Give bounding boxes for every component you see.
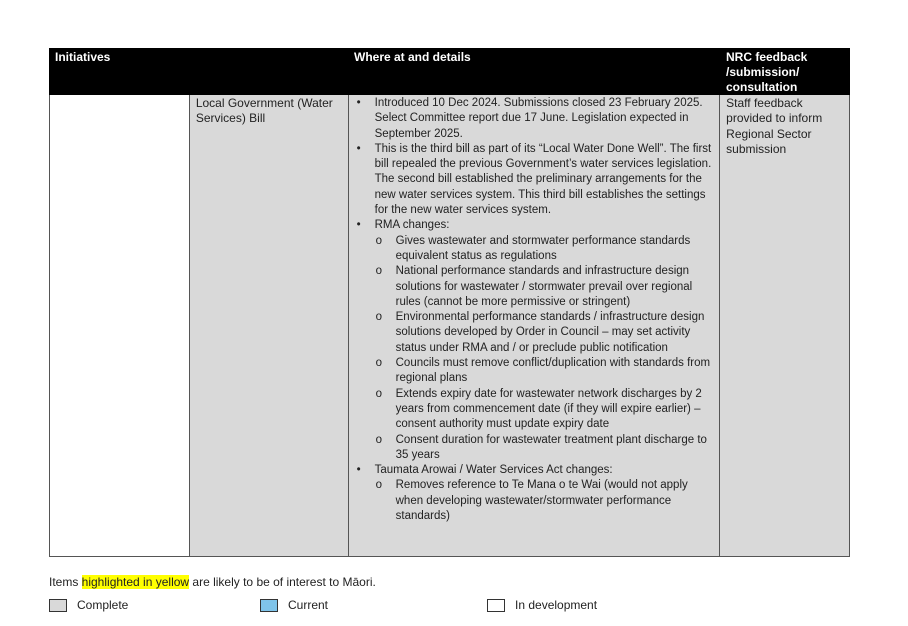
list-item <box>355 356 714 387</box>
sub-bullet-text: Environmental performance standards / infrastructure design solutions developed by Order in Council – may set activity status under RMA and / or preclude public notification <box>395 311 705 354</box>
note-before: Items <box>49 575 82 589</box>
sub-bullet-text: Consent duration for wastewater treatment plant discharge to 35 years <box>395 433 707 461</box>
category-cell <box>50 95 190 556</box>
details-list <box>355 96 714 234</box>
list-item <box>355 387 714 433</box>
swatch-in-development-icon <box>487 599 505 612</box>
sub-bullet-icon: o <box>375 433 383 446</box>
sub-bullet-icon: o <box>375 387 383 400</box>
details-list-cont <box>355 463 714 478</box>
initiative-name: Local Government (Water Services) Bill <box>190 95 349 556</box>
swatch-complete-icon <box>49 599 67 612</box>
bullet-icon: • <box>356 464 361 477</box>
list-item <box>355 478 714 524</box>
list-item <box>355 96 714 142</box>
list-item <box>355 264 714 310</box>
sub-bullet-text: Removes reference to Te Mana o te Wai (would not apply when developing wastewater/stormwater performance standards) <box>395 479 688 523</box>
feedback-cell: Staff feedback provided to inform Regional Sector submission <box>720 95 850 556</box>
legend-in-development <box>487 597 597 613</box>
note-highlight: highlighted in yellow <box>81 575 190 589</box>
initiatives-table <box>49 48 850 557</box>
legend-current <box>260 597 328 613</box>
list-item <box>355 218 714 233</box>
swatch-current-icon <box>260 599 278 612</box>
bullet-icon: • <box>356 219 361 232</box>
header-initiatives: Initiatives <box>55 50 111 64</box>
bullet-text: Taumata Arowai / Water Services Act changes: <box>374 464 613 477</box>
list-item <box>355 310 714 356</box>
legend-label: Complete <box>77 598 129 612</box>
header-feedback-line3: consultation <box>726 80 798 94</box>
list-item <box>355 433 714 464</box>
sub-bullet-text: Extends expiry date for wastewater network discharges by 2 years from commencement date (if they will expire earlier) – consent authority must update expiry date <box>395 387 702 431</box>
list-item <box>355 142 714 218</box>
table-row <box>49 95 850 557</box>
bullet-icon: • <box>356 142 361 155</box>
sub-bullet-icon: o <box>375 234 383 247</box>
sub-bullet-icon: o <box>375 311 383 324</box>
sub-bullet-icon: o <box>375 357 383 370</box>
highlight-note <box>49 575 376 590</box>
legend-complete <box>49 597 128 613</box>
sub-bullet-text: Councils must remove conflict/duplication with standards from regional plans <box>395 357 711 385</box>
header-feedback-line2: /submission/ <box>726 65 800 79</box>
table-header <box>49 48 850 95</box>
sub-bullet-icon: o <box>375 479 383 492</box>
sub-bullet-text: National performance standards and infrastructure design solutions for wastewater / stormwater prevail over regional rules (cannot be more permissive or stringent) <box>395 265 693 308</box>
list-item <box>355 463 714 478</box>
header-feedback <box>720 48 850 95</box>
bullet-text: This is the third bill as part of its “Local Water Done Well”. The first bill repealed the previous Government’s water services legislation. The second bill established the preliminary arrangements for the new water services system. This third bill establishes the settings for the new water services system. <box>374 142 712 217</box>
note-after: are likely to be of interest to Māori. <box>189 575 376 589</box>
list-item <box>355 234 714 265</box>
bullet-icon: • <box>356 97 361 109</box>
legend-label: In development <box>515 598 598 612</box>
sub-bullet-icon: o <box>375 265 383 278</box>
taumata-sublist <box>355 478 714 524</box>
bullet-text: Introduced 10 Dec 2024. Submissions closed 23 February 2025. Select Committee report due 17 June. Legislation expected in September 2025. <box>374 97 703 140</box>
sub-bullet-text: Gives wastewater and stormwater performance standards equivalent status as regulations <box>395 234 691 262</box>
details-cell <box>349 95 721 556</box>
header-feedback-line1: NRC feedback <box>726 50 808 64</box>
bullet-text: RMA changes: <box>374 219 450 232</box>
rma-sublist <box>355 234 714 463</box>
legend-label: Current <box>288 598 329 612</box>
header-where: Where at and details <box>354 50 471 64</box>
